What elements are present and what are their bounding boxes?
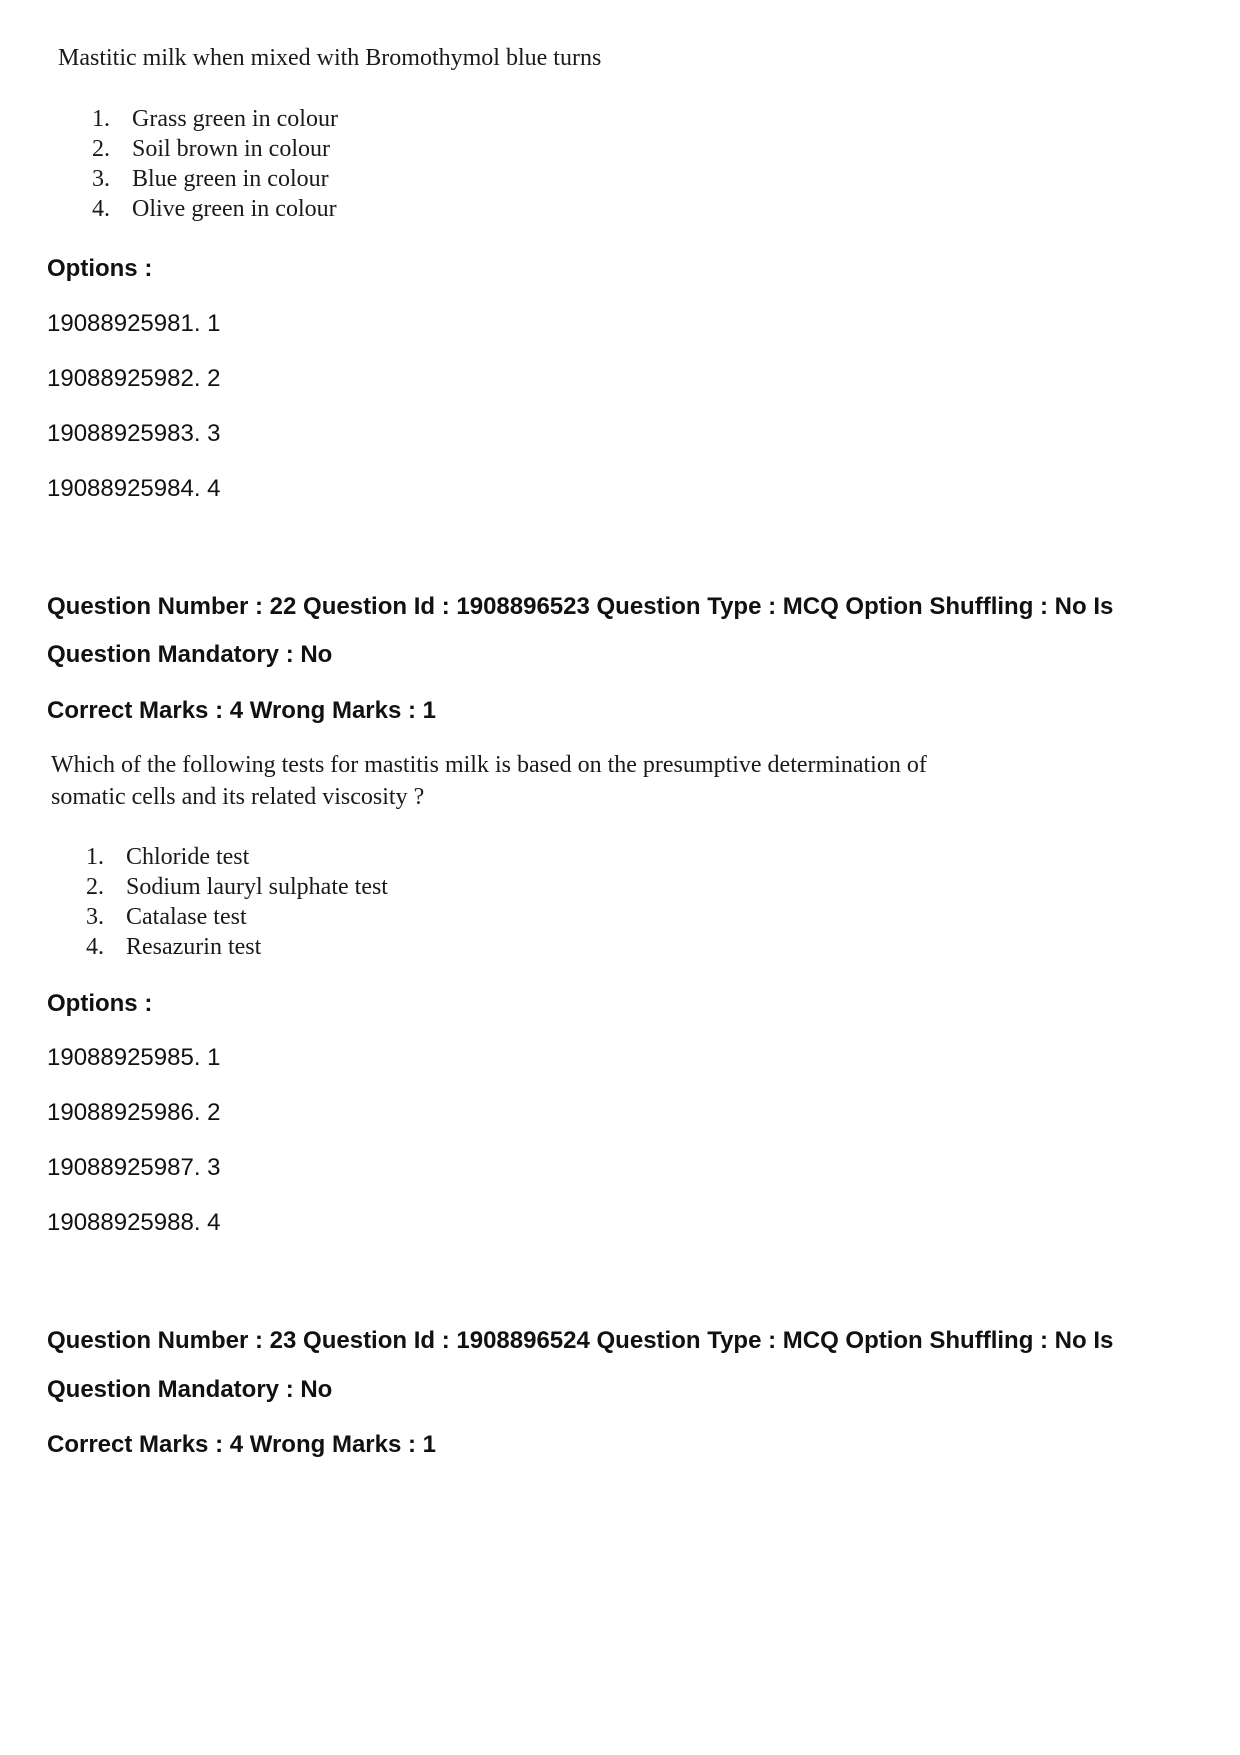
q21-option-2[interactable]: 19088925982. 2 — [47, 365, 221, 392]
q22-stem-line1: Which of the following tests for mastitis milk is based on the presumptive determination of — [51, 752, 927, 778]
q23-header-line1: Question Number : 23 Question Id : 1908896524 Question Type : MCQ Option Shuffling : No Is — [47, 1327, 1114, 1354]
q22-option-3[interactable]: 19088925987. 3 — [47, 1154, 221, 1181]
q22-option-2[interactable]: 19088925986. 2 — [47, 1099, 221, 1126]
q23-header-line2: Question Mandatory : No — [47, 1376, 333, 1403]
q21-option-3[interactable]: 19088925983. 3 — [47, 420, 221, 447]
q22-stem-line2: somatic cells and its related viscosity ? — [51, 784, 425, 810]
q21-choices-image — [92, 104, 338, 224]
q22-stem-image — [51, 749, 927, 813]
q22-choice-list — [86, 842, 388, 962]
q21-choice-list — [92, 104, 338, 224]
q22-choice-3: 3. Catalase test — [86, 904, 247, 930]
q21-choice-1: 1. Grass green in colour — [92, 106, 338, 132]
q21-stem-image — [58, 42, 601, 74]
q21-options-label: Options : — [47, 255, 153, 282]
q22-marks: Correct Marks : 4 Wrong Marks : 1 — [47, 697, 437, 724]
q22-header-line2: Question Mandatory : No — [47, 641, 333, 668]
q22-choice-4: 4. Resazurin test — [86, 934, 262, 960]
q21-stem: Mastitic milk when mixed with Bromothymol blue turns — [58, 45, 602, 71]
q22-choice-1: 1. Chloride test — [86, 844, 250, 870]
q22-options-label: Options : — [47, 990, 153, 1017]
q22-choices-image — [86, 842, 388, 962]
q22-choice-2: 2. Sodium lauryl sulphate test — [86, 874, 388, 900]
q21-choice-3: 3. Blue green in colour — [92, 166, 329, 192]
q22-option-1[interactable]: 19088925985. 1 — [47, 1044, 221, 1071]
q21-option-4[interactable]: 19088925984. 4 — [47, 475, 221, 502]
q23-marks: Correct Marks : 4 Wrong Marks : 1 — [47, 1431, 437, 1458]
q22-header-line1: Question Number : 22 Question Id : 1908896523 Question Type : MCQ Option Shuffling : No Is — [47, 593, 1114, 620]
q21-option-1[interactable]: 19088925981. 1 — [47, 310, 221, 337]
q21-choice-2: 2. Soil brown in colour — [92, 136, 330, 162]
q21-choice-4: 4. Olive green in colour — [92, 196, 337, 222]
q22-option-4[interactable]: 19088925988. 4 — [47, 1209, 221, 1236]
